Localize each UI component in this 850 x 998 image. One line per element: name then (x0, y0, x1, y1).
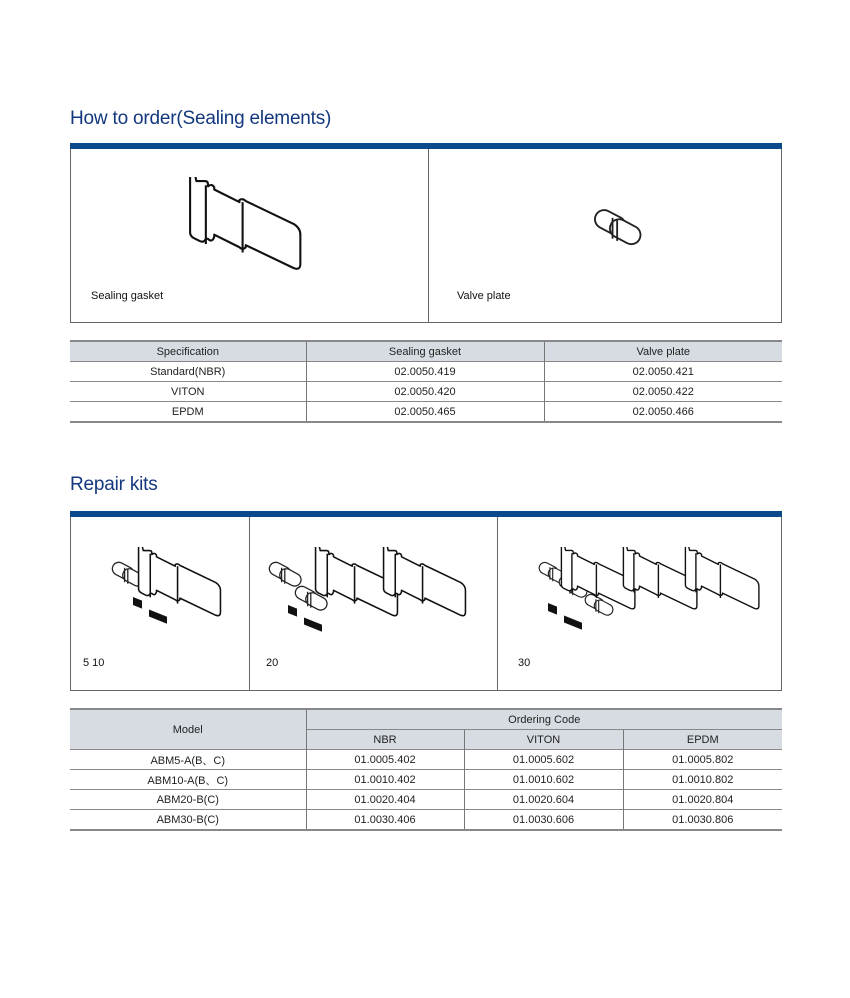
cell-code: 02.0050.419 (306, 362, 544, 382)
table-row (70, 362, 782, 382)
cell-spec: VITON (70, 382, 306, 402)
cell-code: 01.0005.602 (464, 750, 623, 770)
cell-spec: Standard(NBR) (70, 362, 306, 382)
cell-model: ABM30-B(C) (70, 810, 306, 831)
panel-label: 5 10 (83, 657, 105, 669)
cell-model: ABM20-B(C) (70, 790, 306, 810)
cell-code: 02.0050.422 (544, 382, 782, 402)
panel-sealing-gasket (71, 149, 428, 322)
header-valve-plate: Valve plate (544, 341, 782, 362)
repair-kits-table (70, 708, 782, 831)
panel-repair-kit-20 (249, 517, 497, 690)
repair-kit-30-illustration (536, 547, 776, 647)
cell-code: 02.0050.421 (544, 362, 782, 382)
table-row (70, 790, 782, 810)
header-sealing-gasket: Sealing gasket (306, 341, 544, 362)
table-row (70, 382, 782, 402)
section-title-repair-kits: Repair kits (70, 474, 158, 495)
cell-code: 01.0030.806 (623, 810, 782, 831)
table-row (70, 402, 782, 423)
repair-kit-20-illustration (266, 547, 476, 647)
cell-model: ABM5-A(B、C) (70, 750, 306, 770)
cell-code: 01.0005.402 (306, 750, 464, 770)
panel-repair-kit-30 (497, 517, 783, 690)
cell-code: 01.0020.604 (464, 790, 623, 810)
panel-label: 30 (518, 657, 531, 669)
header-ordering-code: Ordering Code (306, 709, 782, 730)
cell-code: 02.0050.466 (544, 402, 782, 423)
panel-valve-plate (428, 149, 783, 322)
cell-code: 01.0020.804 (623, 790, 782, 810)
table-header-row (70, 709, 782, 730)
panel-label: 20 (266, 657, 279, 669)
section-title-order: How to order(Sealing elements) (70, 108, 332, 129)
header-nbr: NBR (306, 730, 464, 750)
cell-model: ABM10-A(B、C) (70, 770, 306, 790)
header-viton: VITON (464, 730, 623, 750)
cell-code: 01.0010.402 (306, 770, 464, 790)
sealing-gasket-illustration (186, 177, 316, 277)
order-illustration-panel (70, 149, 782, 323)
header-model: Model (70, 709, 306, 750)
cell-code: 01.0030.406 (306, 810, 464, 831)
cell-code: 02.0050.465 (306, 402, 544, 423)
header-epdm: EPDM (623, 730, 782, 750)
valve-plate-illustration (589, 207, 649, 251)
cell-code: 01.0010.802 (623, 770, 782, 790)
panel-label: Sealing gasket (91, 290, 164, 302)
header-specification: Specification (70, 341, 306, 362)
repair-kit-5-10-illustration (109, 547, 229, 647)
table-row (70, 750, 782, 770)
panel-label: Valve plate (457, 290, 511, 302)
cell-code: 02.0050.420 (306, 382, 544, 402)
cell-code: 01.0010.602 (464, 770, 623, 790)
table-header-row (70, 341, 782, 362)
repair-kit-illustration-panel (70, 517, 782, 691)
sealing-elements-table (70, 340, 782, 423)
cell-code: 01.0030.606 (464, 810, 623, 831)
cell-spec: EPDM (70, 402, 306, 423)
panel-repair-kit-5-10 (71, 517, 249, 690)
table-row (70, 770, 782, 790)
cell-code: 01.0020.404 (306, 790, 464, 810)
cell-code: 01.0005.802 (623, 750, 782, 770)
table-row (70, 810, 782, 831)
